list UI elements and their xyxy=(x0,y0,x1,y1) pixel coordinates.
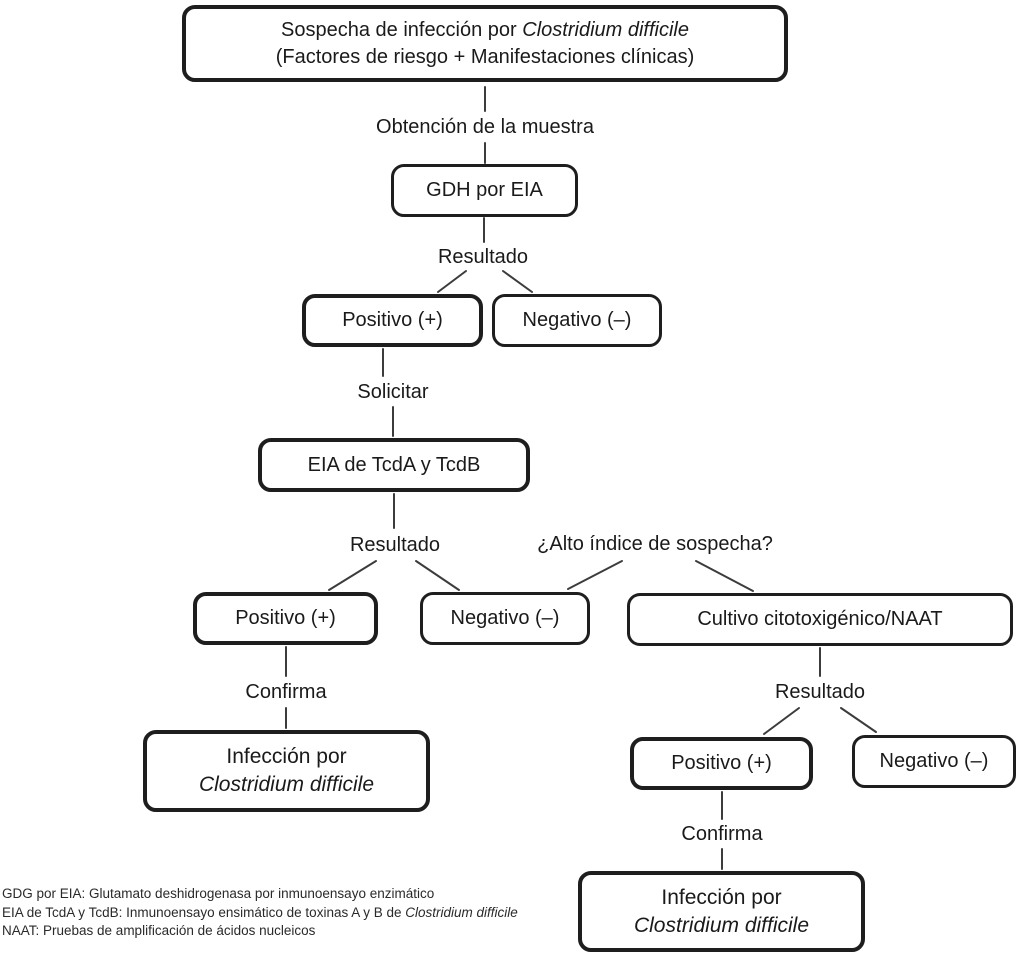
node-eia-negative-label: Negativo (–) xyxy=(450,607,560,630)
node-gdh-eia xyxy=(391,164,578,217)
node-infection-left xyxy=(143,730,430,812)
node-eia-toxins-label: EIA de TcdA y TcdB xyxy=(307,453,481,476)
node-eia-toxins xyxy=(258,438,530,492)
edge-label-result-gdh: Resultado xyxy=(437,246,529,268)
footnote-line-2: EIA de TcdA y TcdB: Inmunoensayo ensimático de toxinas A y B de Clostridium difficile xyxy=(2,904,518,920)
edge-label-confirm-right: Confirma xyxy=(681,823,763,845)
edge-label-obtain-sample: Obtención de la muestra xyxy=(376,116,594,138)
node-start-line1: Sospecha de infección por Clostridium difficile xyxy=(281,19,689,42)
edge-label-request: Solicitar xyxy=(357,381,429,403)
node-culture-positive xyxy=(630,737,813,790)
node-gdh-negative xyxy=(492,294,662,347)
node-gdh-eia-label: GDH por EIA xyxy=(426,179,543,202)
footnote-line-1: GDG por EIA: Glutamato deshidrogenasa por inmunoensayo enzimático xyxy=(2,886,435,901)
node-gdh-positive-label: Positivo (+) xyxy=(342,309,443,332)
node-start xyxy=(182,5,788,82)
node-infection-right xyxy=(578,871,865,952)
node-culture-positive-label: Positivo (+) xyxy=(671,752,772,775)
edge-label-high-suspicion: ¿Alto índice de sospecha? xyxy=(537,533,773,555)
node-culture-negative xyxy=(852,735,1016,788)
node-eia-positive-label: Positivo (+) xyxy=(235,607,336,630)
edge-label-confirm-left: Confirma xyxy=(245,681,327,703)
node-gdh-negative-label: Negativo (–) xyxy=(522,309,632,332)
footnote-legend xyxy=(2,885,518,941)
node-infection-right-line1: Infección por xyxy=(661,885,782,909)
node-infection-right-line2: Clostridium difficile xyxy=(633,913,810,937)
node-culture-naat-label: Cultivo citotoxigénico/NAAT xyxy=(697,608,943,631)
footnote-line-3: NAAT: Pruebas de amplificación de ácidos nucleicos xyxy=(2,923,316,938)
node-culture-negative-label: Negativo (–) xyxy=(879,750,989,773)
node-culture-naat xyxy=(627,593,1013,646)
node-infection-left-line1: Infección por xyxy=(226,745,347,769)
node-eia-negative xyxy=(420,592,590,645)
edge-label-result-eia: Resultado xyxy=(349,534,441,556)
node-gdh-positive xyxy=(302,294,483,347)
node-eia-positive xyxy=(193,592,378,645)
node-start-line2: (Factores de riesgo + Manifestaciones clínicas) xyxy=(275,45,695,68)
node-infection-left-line2: Clostridium difficile xyxy=(198,773,375,796)
edge-label-result-culture: Resultado xyxy=(774,681,866,703)
